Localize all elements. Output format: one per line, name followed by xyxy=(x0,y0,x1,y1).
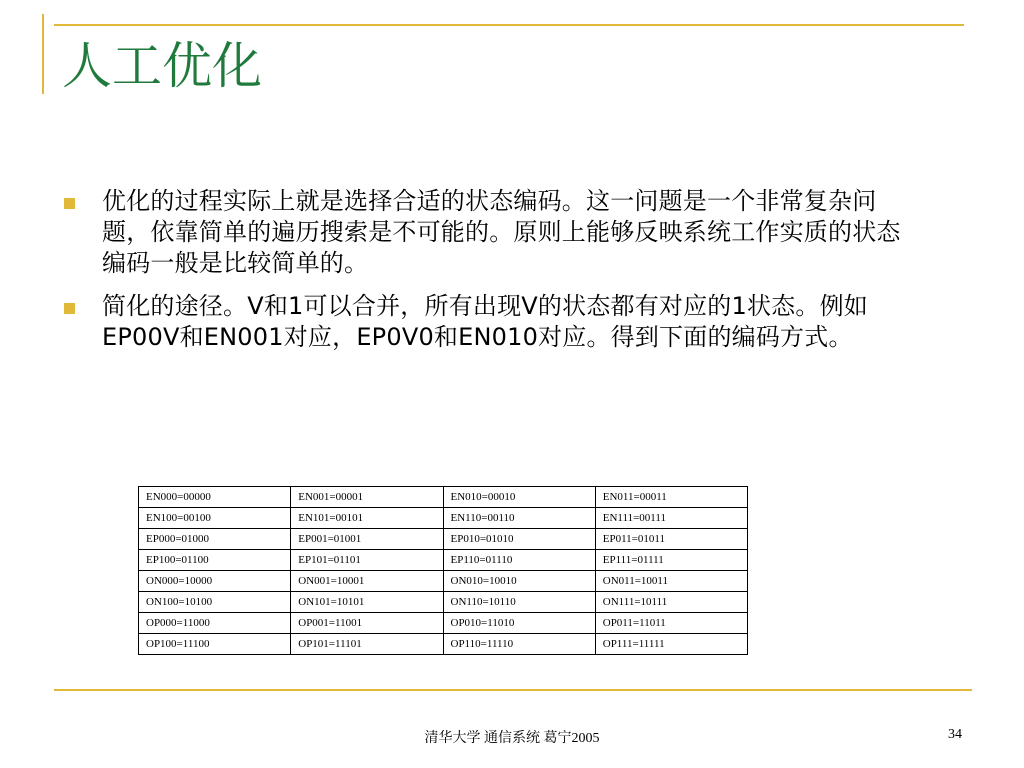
table-cell: OP100=11100 xyxy=(139,634,291,655)
table-cell: ON111=10111 xyxy=(595,592,747,613)
top-rule xyxy=(54,24,964,26)
square-bullet-icon xyxy=(64,303,75,314)
table-row xyxy=(139,529,748,550)
bullet-item xyxy=(62,291,922,353)
table-cell: OP000=11000 xyxy=(139,613,291,634)
table-cell: EP100=01100 xyxy=(139,550,291,571)
bottom-rule xyxy=(54,689,972,691)
table-cell: EN110=00110 xyxy=(443,508,595,529)
left-rule xyxy=(42,14,44,94)
table-cell: EP010=01010 xyxy=(443,529,595,550)
square-bullet-icon xyxy=(64,198,75,209)
table-cell: ON011=10011 xyxy=(595,571,747,592)
table-cell: OP110=11110 xyxy=(443,634,595,655)
table-row xyxy=(139,634,748,655)
bullet-list xyxy=(62,186,922,365)
bullet-text: 优化的过程实际上就是选择合适的状态编码。这一问题是一个非常复杂问题，依靠简单的遍历搜索是不可能的。原则上能够反映系统工作实质的状态编码一般是比较简单的。 xyxy=(102,187,901,277)
bullet-text: 简化的途径。V和1可以合并，所有出现V的状态都有对应的1状态。例如EP00V和EN001对应，EP0V0和EN010对应。得到下面的编码方式。 xyxy=(102,292,868,351)
page-number: 34 xyxy=(948,727,962,742)
table-cell: ON001=10001 xyxy=(291,571,443,592)
table-cell: EN011=00011 xyxy=(595,487,747,508)
table-cell: EP001=01001 xyxy=(291,529,443,550)
bullet-item xyxy=(62,186,922,279)
table-cell: ON110=10110 xyxy=(443,592,595,613)
table-cell: OP101=11101 xyxy=(291,634,443,655)
table-cell: ON100=10100 xyxy=(139,592,291,613)
table-cell: EP111=01111 xyxy=(595,550,747,571)
footer-text: 清华大学 通信系统 葛宁2005 xyxy=(424,731,600,746)
table-cell: EN111=00111 xyxy=(595,508,747,529)
table-cell: OP010=11010 xyxy=(443,613,595,634)
table-cell: ON010=10010 xyxy=(443,571,595,592)
table-row xyxy=(139,613,748,634)
table-cell: OP111=11111 xyxy=(595,634,747,655)
table-cell: EP110=01110 xyxy=(443,550,595,571)
table-cell: EP101=01101 xyxy=(291,550,443,571)
table-cell: ON000=10000 xyxy=(139,571,291,592)
table-cell: EP011=01011 xyxy=(595,529,747,550)
table-row xyxy=(139,592,748,613)
table-row xyxy=(139,508,748,529)
slide-title: 人工优化 xyxy=(62,37,262,95)
table-cell: EN100=00100 xyxy=(139,508,291,529)
table-cell: EN101=00101 xyxy=(291,508,443,529)
table-row xyxy=(139,550,748,571)
table-cell: EN010=00010 xyxy=(443,487,595,508)
table-row xyxy=(139,487,748,508)
table-cell: OP011=11011 xyxy=(595,613,747,634)
table-cell: EP000=01000 xyxy=(139,529,291,550)
table-row xyxy=(139,571,748,592)
state-encoding-table xyxy=(138,486,748,655)
table-cell: ON101=10101 xyxy=(291,592,443,613)
table-cell: EN000=00000 xyxy=(139,487,291,508)
table-cell: EN001=00001 xyxy=(291,487,443,508)
table-cell: OP001=11001 xyxy=(291,613,443,634)
